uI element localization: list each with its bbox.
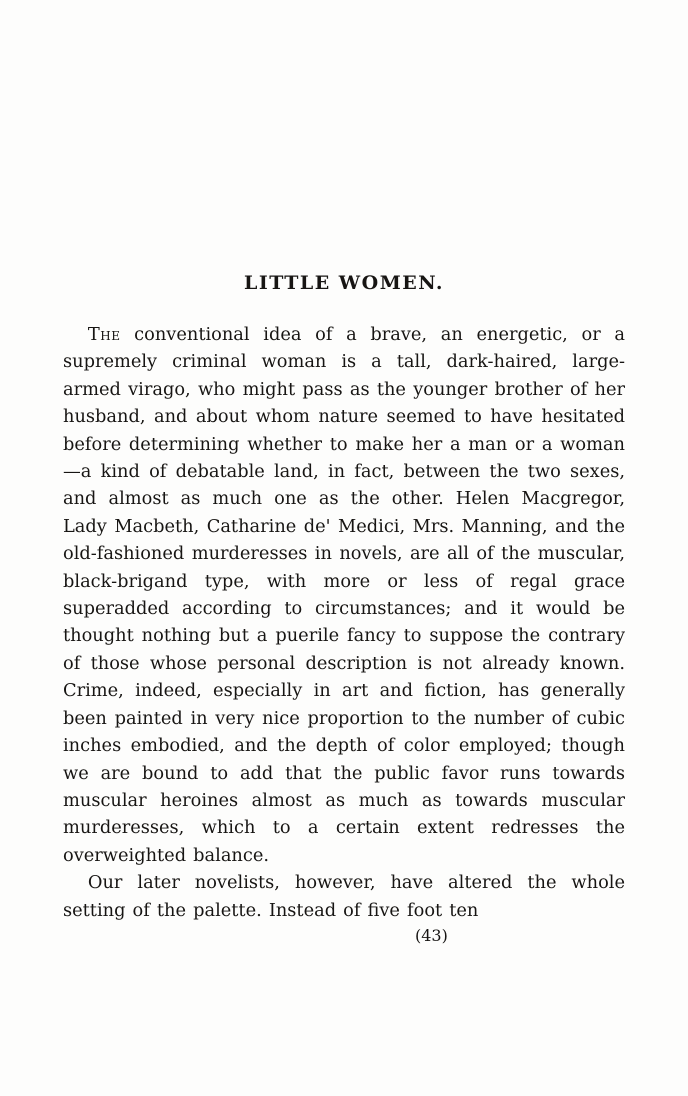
paragraph-2-text: Our later novelists, however, have altered the whole setting of the palette. Instead of five foot ten (63, 872, 625, 921)
text-block (63, 0, 625, 948)
paragraph-1 (63, 321, 625, 869)
paragraph-1-text: conventional idea of a brave, an energetic, or a supremely criminal woman is a tall, dark-haired, large-armed virago, who might pass as the younger brother of her husband, and about whom nature seemed to have hesitated before determining whether to make her a man or a woman—a kind of debatable land, in fact, between the two sexes, and almost as much one as the other. Helen Macgregor, Lady Macbeth, Catharine de' Medici, Mrs. Manning, and the old-fashioned murderesses in novels, are all of the muscular, black-brigand type, with more or less of regal grace superadded according to circumstances; and it would be thought nothing but a puerile fancy to suppose the contrary of those whose personal description is not already known. Crime, indeed, especially in art and fiction, has generally been painted in very nice proportion to the number of cubic inches embodied, and the depth of color employed; though we are bound to add that the public favor runs towards muscular heroines almost as much as towards muscular murderesses, which to a certain extent redresses the overweighted balance. (63, 324, 625, 866)
chapter-title: LITTLE WOMEN. (244, 272, 444, 294)
lead-word: The (87, 324, 121, 345)
paragraph-2 (63, 869, 625, 924)
page-number: (43) (415, 925, 448, 945)
